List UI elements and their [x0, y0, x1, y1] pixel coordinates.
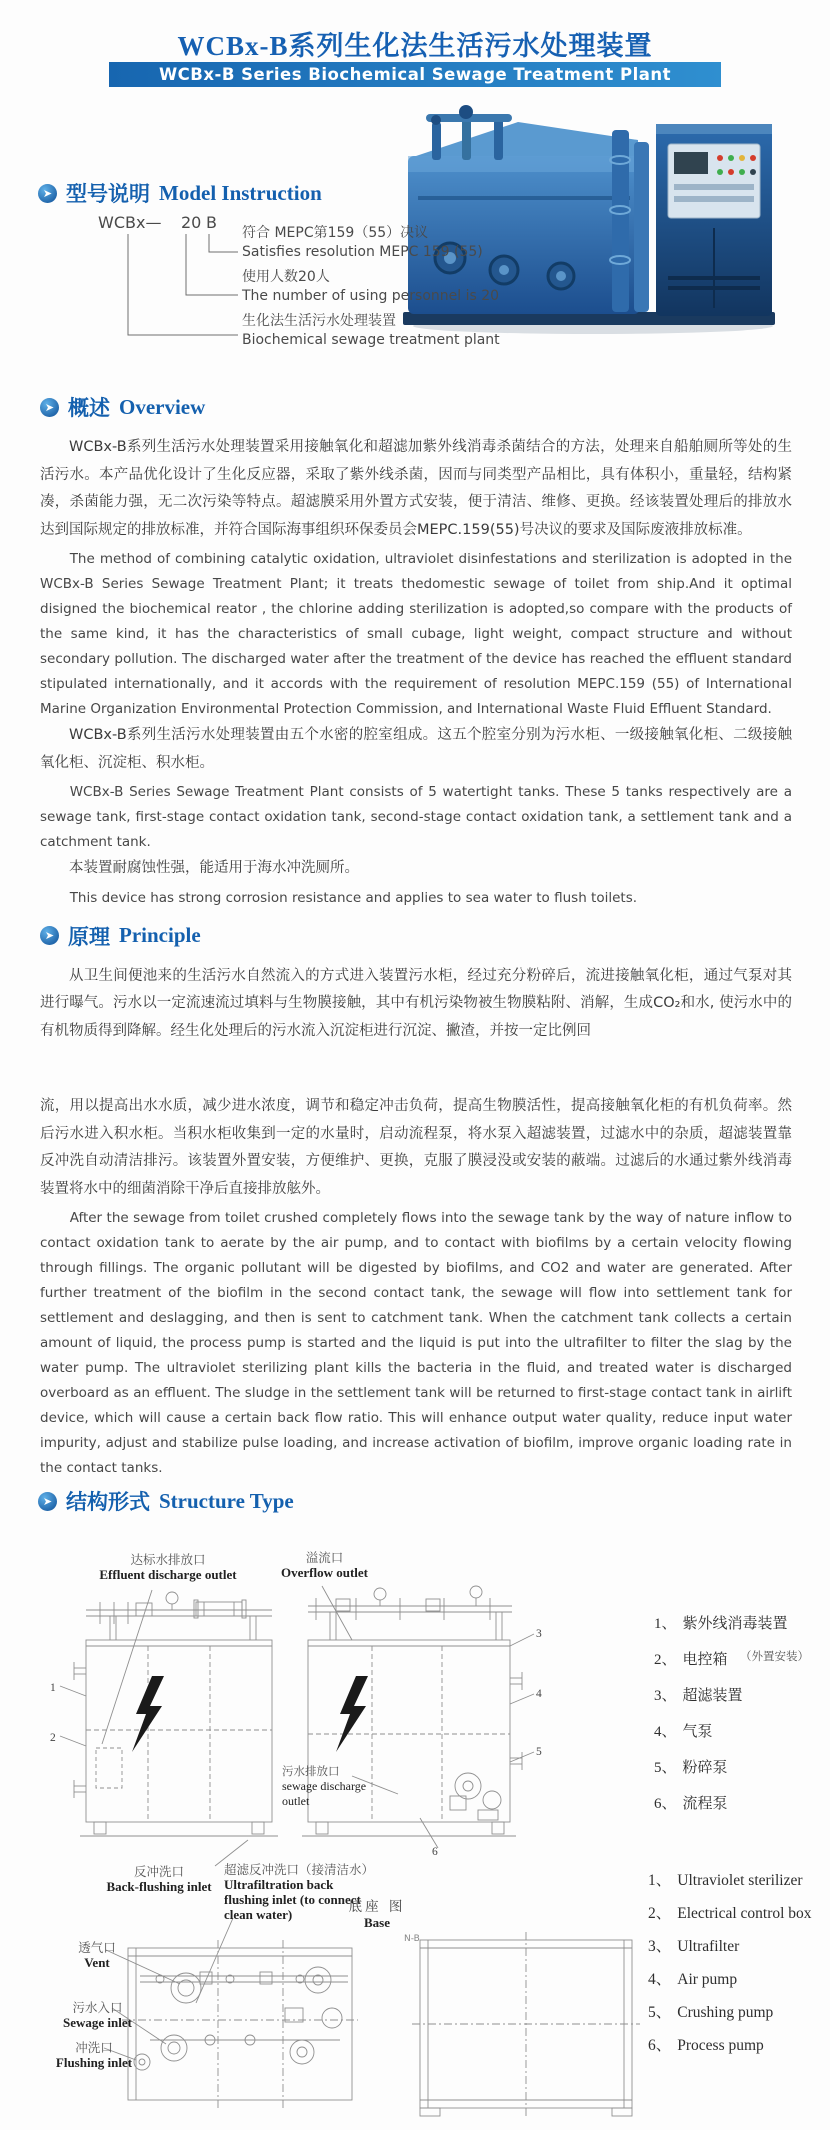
model-connector-lines [0, 0, 830, 360]
callout-sewage-inlet: 污水入口 Sewage inlet [63, 2000, 132, 2030]
legend-item: 4、 气泵 [654, 1724, 713, 1740]
overview-paragraph-en-2: WCBx-B Series Sewage Treatment Plant consists of 5 watertight tanks. These 5 tanks respectively are a sewage tank, first-stage contact oxidation tank, second-stage contact oxidation tank, a settlement tank and a catchment tank. [40, 784, 792, 850]
legend-item: 3、 超滤装置 [654, 1688, 743, 1704]
structure-legend-zh [654, 1612, 788, 1828]
section-heading-overview: ➤ 概述 Overview [40, 392, 792, 422]
model-code-prefix: WCBx— [98, 213, 162, 232]
legend-item: 6、 Process pump [648, 2037, 764, 2054]
page-title: WCBx-B系列生化法生活污水处理装置 [177, 31, 653, 61]
drawing-number-6: 6 [432, 1846, 438, 1858]
legend-item: 1、 Ultraviolet sterilizer [648, 1872, 803, 1889]
legend-item: 6、 流程泵 [654, 1796, 728, 1812]
callout-vent: 透气口 Vent [78, 1940, 116, 1970]
principle-paragraph-zh-1: 从卫生间便池来的生活污水自然流入的方式进入装置污水柜，经过充分粉碎后，流进接触氧化柜，通过气泵对其进行曝气。污水以一定流速流过填料与生物膜接触，其中有机污染物被生物膜粘附、消解，生成CO₂和水, 使污水中的有机物质得到降解。经生化处理后的污水流入沉淀柜进行沉淀、撇渣，并按一定比例回 [40, 967, 792, 1039]
section-heading-zh: 型号说明 [66, 182, 150, 206]
lightning-symbol [132, 1676, 164, 1752]
drawing-number-1: 1 [50, 1682, 56, 1694]
overview-paragraph-en-1: The method of combining catalytic oxidation, ultraviolet disinfestations and sterilization is adopted in the WCBx-B Series Sewage Treatment Plant; it treats thedomestic sewage of toilet from ship.And it optimal disigned the biochemical reator , the chlorine adding sterilization is adopted,so compare with the products of the same kind, it has the characteristics of small cubage, light weight, compact structure and without secondary pollution. The discharged water after the treatment of the device has reached the effluent standard stipulated internationally, and it accords with the requirement of resolution MEPC.159 (55) of International Marine Organization Environmental Protection Commission, and International Waste Fluid Effluent Standard. [40, 551, 792, 717]
model-code-suffix: B [206, 213, 217, 232]
legend-item: 1、 紫外线消毒装置 [654, 1616, 788, 1632]
principle-paragraph-en: After the sewage from toilet crushed completely flows into the sewage tank by the way of nature inflow to contact oxidation tank to aerate by the air pump, and to contact with biofilms by a certain velocity flowing through fillings. The organic pollutant will be digested by biofilms, and CO2 and water are generated. After further treatment of the biofilm in the second contact tank, the sewage will flow into settlement tank for settlement and deslagging, and then is sent to catchment tank. When the catchment tank collects a certain amount of liquid, the process pump is started and the liquid is put into the ultrafilter to filter the slag by the water pump. The ultraviolet sterilizing plant kills the bacteria in the fluid, and treated water is discharged overboard as an effluent. The sludge in the settlement tank will be returned to first-stage contact tank in airlift device, which will cause a certain back flow ratio. This will enhance output water quality, reduce input water impurity, adjust and stabilize pulse loading, and increase activation of biofilm, improve organic loading rate in the contact tanks. [40, 1210, 792, 1476]
overview-paragraph-zh-1: WCBx-B系列生活污水处理装置采用接触氧化和超滤加紫外线消毒杀菌结合的方法，处理来自船舶厕所等处的生活污水。本产品优化设计了生化反应器，采取了紫外线杀菌，因而与同类型产品相比，具有体积小，重量轻，结构紧凑，杀菌能力强，无二次污染等特点。超滤膜采用外置方式安装，便于清洁、维修、更换。经该装置处理后的排放水达到国际规定的排放标准，并符合国际海事组织环保委员会MEPC.159(55)号决议的要求及国际废液排放标准。 [40, 439, 792, 538]
arrow-bullet-icon: ➤ [38, 1492, 57, 1511]
legend-item: 5、 Crushing pump [648, 2004, 774, 2021]
overview-paragraph-zh-2: WCBx-B系列生活污水处理装置由五个水密的腔室组成。这五个腔室分别为污水柜、一级接触氧化柜、二级接触氧化柜、沉淀柜、积水柜。 [40, 727, 792, 771]
callout-flushing-inlet: 冲洗口 Flushing inlet [55, 2040, 133, 2070]
legend-item: 5、 粉碎泵 [654, 1760, 728, 1776]
legend-note-external-mount: （外置安装） [740, 1649, 809, 1663]
drawing-number-5: 5 [536, 1746, 542, 1758]
arrow-bullet-icon: ➤ [38, 184, 57, 203]
structure-legend-en [648, 1868, 812, 2066]
overview-paragraph-en-3: This device has strong corrosion resistance and applies to sea water to flush toilets. [69, 889, 638, 906]
arrow-bullet-icon: ➤ [40, 926, 59, 945]
drawing-number-3: 3 [536, 1628, 542, 1640]
model-label-resolution: 符合 MEPC第159（55）决议 Satisfies resolution MEPC 159 (55) [242, 225, 483, 260]
section-heading-structure: ➤ 结构形式 Structure Type [38, 1486, 294, 1516]
principle-paragraph-zh-2: 流，用以提高出水水质，减少进水浓度，调节和稳定冲击负荷，提高生物膜活性，提高接触氧化柜的有机负荷率。然后污水进入积水柜。当积水柜收集到一定的水量时，启动流程泵，将水泵入超滤装置，过滤水中的杂质，超滤装置靠反冲洗自动清洁排污。该装置外置安装，方便维护、更换，克服了膜浸没或安装的蔽端。过滤后的水通过紫外线消毒装置将水中的细菌消除干净后直接排放舷外。 [40, 1098, 792, 1197]
legend-item: 3、 Ultrafilter [648, 1938, 740, 1955]
callout-effluent-discharge-outlet: 达标水排放口 Effluent discharge outlet [99, 1552, 237, 1582]
drawing-number-4: 4 [536, 1688, 542, 1700]
page-subtitle: WCBx-B Series Biochemical Sewage Treatment Plant [158, 65, 672, 84]
legend-item: 4、 Air pump [648, 1971, 738, 1988]
legend-item: 2、 电控箱 [654, 1652, 728, 1668]
model-label-personnel: 使用人数20人 The number of using personnel is 20 [242, 269, 500, 304]
overview-paragraph-zh-3: 本装置耐腐蚀性强，能适用于海水冲洗厕所。 [69, 860, 359, 876]
model-label-plant-type: 生化法生活污水处理装置 Biochemical sewage treatment plant [242, 313, 500, 348]
model-code-capacity: 20 [181, 213, 202, 232]
lightning-symbol [336, 1676, 368, 1752]
section-mark: N-B [404, 1934, 420, 1944]
section-heading-principle: ➤ 原理 Principle [40, 921, 792, 951]
arrow-bullet-icon: ➤ [40, 398, 59, 417]
callout-base: 底座 图 Base [348, 1899, 406, 1930]
callout-back-flushing-inlet: 反冲洗口 Back-flushing inlet [106, 1864, 212, 1894]
section-heading-en: Model Instruction [159, 180, 322, 205]
callout-sewage-discharge-outlet: 污水排放口 sewage discharge outlet [282, 1764, 367, 1808]
legend-item: 2、 Electrical control box [648, 1905, 812, 1922]
body-text [40, 392, 792, 1481]
callout-ultrafiltration-back-flushing-inlet: 超滤反冲洗口（接清洁水） Ultrafiltration back flushing inlet (to connect clean water) [224, 1862, 375, 1922]
drawing-number-2: 2 [50, 1732, 56, 1744]
callout-overflow-outlet: 溢流口 Overflow outlet [280, 1550, 368, 1580]
